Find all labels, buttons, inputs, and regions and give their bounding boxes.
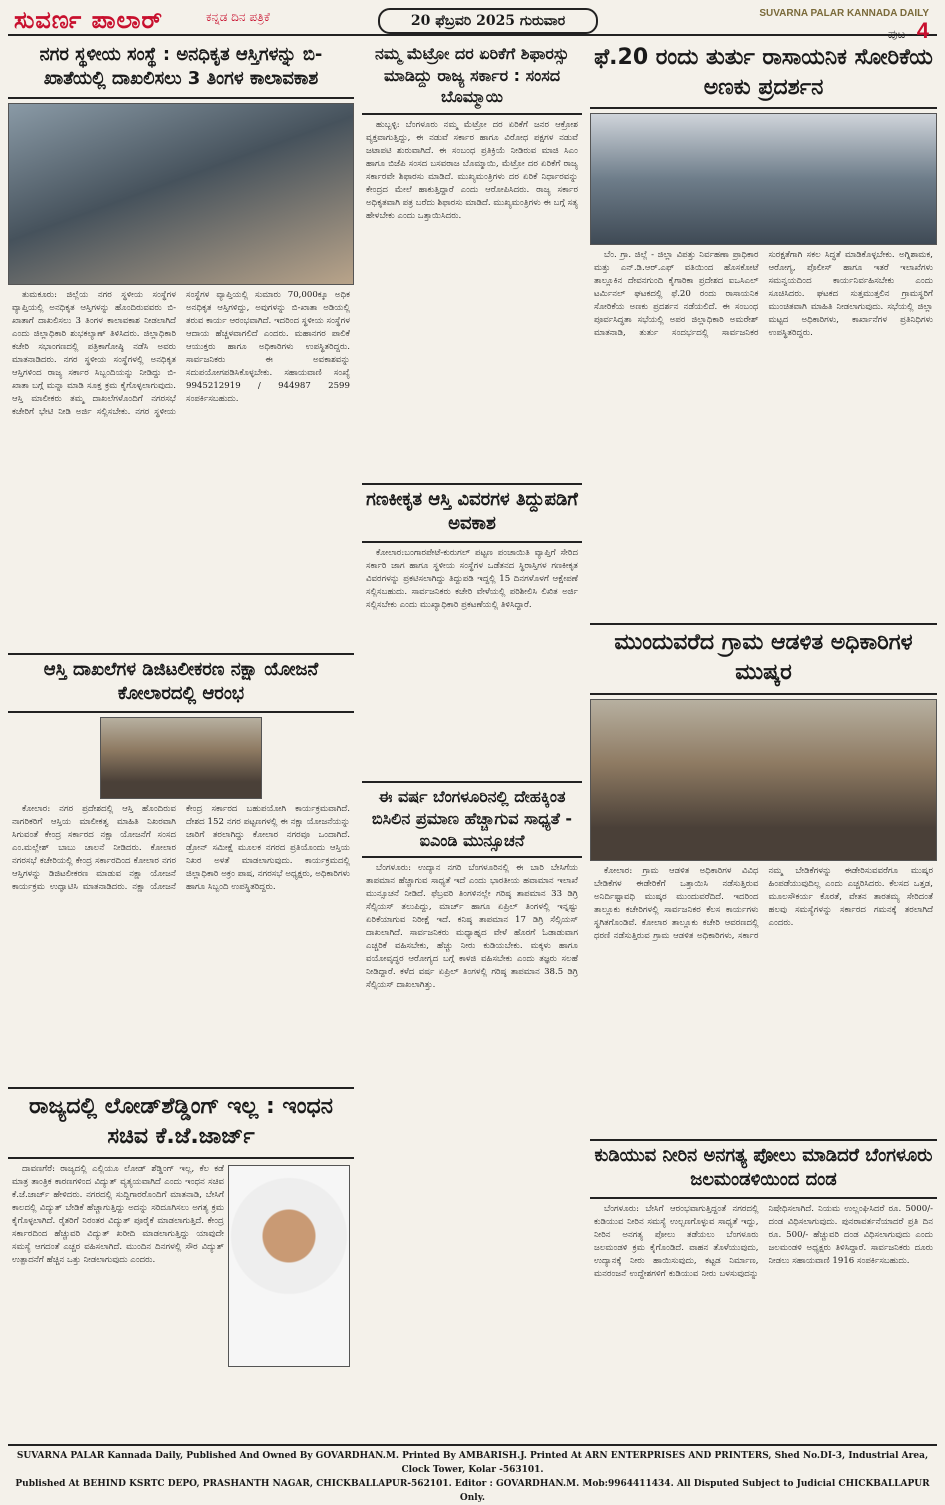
- minister-portrait: [228, 1165, 350, 1367]
- naksha-event-photo: [100, 717, 262, 799]
- headline-load-shedding: ರಾಜ್ಯದಲ್ಲಿ ಲೋಡ್‌ಶೆಡ್ಡಿಂಗ್ ಇಲ್ಲ : ಇಂಧನ ಸಚಿವ ಕೆ.ಜೆ.ಜಾರ್ಜ್: [8, 1089, 354, 1158]
- imprint-footer: [8, 1444, 937, 1503]
- headline-naksha: ಆಸ್ತಿ ದಾಖಲೆಗಳ ಡಿಜಿಟಲೀಕರಣ ನಕ್ಷಾ ಯೋಜನೆ ಕೋಲಾರದಲ್ಲಿ ಆರಂಭ: [8, 655, 354, 714]
- article-water-fine: ಬೆಂಗಳೂರು: ಬೇಸಿಗೆ ಆರಂಭವಾಗುತ್ತಿದ್ದಂತೆ ನಗರದಲ್ಲಿ ಕುಡಿಯುವ ನೀರಿನ ಸಮಸ್ಯೆ ಉಲ್ಬಣಗೊಳ್ಳುವ ಸಾಧ್ಯತೆ ಇದ್ದು, ನೀರಿನ ಅನಗತ್ಯ ಪೋಲು ತಡೆಯಲು ಬೆಂಗಳೂರು ಜಲಮಂಡಳಿ ಕ್ರಮ ಕೈಗೊಂಡಿದೆ. ವಾಹನ ತೊಳೆಯುವುದು, ಉದ್ಯಾನಕ್ಕೆ ನೀರು ಹಾಯಿಸುವುದು, ಕಟ್ಟಡ ನಿರ್ಮಾಣ, ಮನರಂಜನೆ ಉದ್ದೇಶಗಳಿಗೆ ಕುಡಿಯುವ ನೀರು ಬಳಸುವುದನ್ನು ನಿಷೇಧಿಸಲಾಗಿದೆ. ನಿಯಮ ಉಲ್ಲಂಘಿಸಿದರೆ ರೂ. 5000/- ದಂಡ ವಿಧಿಸಲಾಗುವುದು. ಪುನರಾವರ್ತನೆಯಾದರೆ ಪ್ರತಿ ದಿನ ರೂ. 500/- ಹೆಚ್ಚುವರಿ ದಂಡ ವಿಧಿಸಲಾಗುವುದು ಎಂದು ಜಲಮಂಡಳಿ ಅಧ್ಯಕ್ಷರು ತಿಳಿಸಿದ್ದಾರೆ. ಸಾರ್ವಜನಿಕರು ದೂರು ನೀಡಲು ಸಹಾಯವಾಣಿ 1916 ಸಂಪರ್ಕಿಸಬಹುದು.: [594, 1204, 933, 1280]
- newspaper-logo: ಸುವರ್ಣ ಪಾಲಾರ್: [14, 6, 163, 34]
- headline-heat: ಈ ವರ್ಷ ಬೆಂಗಳೂರಿನಲ್ಲಿ ದೇಹಕ್ಕಿಂತ ಬಿಸಿಲಿನ ಪ್ರಮಾಣ ಹೆಚ್ಚಾಗುವ ಸಾಧ್ಯತೆ - ಐಎಂಡಿ ಮುನ್ಸೂಚನೆ: [362, 783, 582, 858]
- page-number-value: 4: [916, 18, 929, 43]
- headline-chemical-drill: ಫೆ.20 ರಂದು ತುರ್ತು ರಾಸಾಯನಿಕ ಸೋರಿಕೆಯ ಅಣಕು ಪ್ರದರ್ಶನ: [590, 40, 937, 109]
- imprint-line-1: SUVARNA PALAR Kannada Daily, Published And Owned By GOVARDHAN.M. Printed By AMBARISH.J. Printed At ARN ENTERPRISES AND PRINTERS, Shed No.DI-3, Industrial Area, Clock Tower, Kolar -563101.: [16, 1451, 929, 1475]
- imprint-line-2: Published At BEHIND KSRTC DEPO, PRASHANTH NAGAR, CHICKBALLAPUR-562101. Editor : GOVARDHAN.M. Mob:9964411434. All Disputed Subject to Judicial CHICKBALLAPUR Only.: [15, 1479, 930, 1503]
- article-load-shedding: ದಾವಣಗೆರೆ: ರಾಜ್ಯದಲ್ಲಿ ಎಲ್ಲಿಯೂ ಲೋಡ್ ಶೆಡ್ಡಿಂಗ್ ಇಲ್ಲ, ಕೆಲ ಕಡೆ ಮಾತ್ರ ತಾಂತ್ರಿಕ ಕಾರಣಗಳಿಂದ ವಿದ್ಯುತ್ ವ್ಯತ್ಯಯವಾಗಿದೆ ಎಂದು ಇಂಧನ ಸಚಿವ ಕೆ.ಜೆ.ಜಾರ್ಜ್ ಹೇಳಿದರು. ನಗರದಲ್ಲಿ ಸುದ್ದಿಗಾರರೊಂದಿಗೆ ಮಾತನಾಡಿ, ಬೇಸಿಗೆ ಕಾಲದಲ್ಲಿ ವಿದ್ಯುತ್ ಬೇಡಿಕೆ ಹೆಚ್ಚಾಗುತ್ತಿದ್ದು ಅದನ್ನು ಸರಿದೂಗಿಸಲು ಅಗತ್ಯ ಕ್ರಮ ಕೈಗೊಳ್ಳಲಾಗಿದೆ. ರೈತರಿಗೆ ನಿರಂತರ ವಿದ್ಯುತ್ ಪೂರೈಕೆ ಮಾಡಲಾಗುತ್ತಿದೆ. ಕೇಂದ್ರ ಸರ್ಕಾರದಿಂದ ಹೆಚ್ಚುವರಿ ವಿದ್ಯುತ್ ಖರೀದಿ ಮಾಡಲಾಗುತ್ತಿದ್ದು ಯಾವುದೇ ಸಮಸ್ಯೆ ಆಗದಂತೆ ಎಚ್ಚರ ವಹಿಸಲಾಗಿದೆ. ಮುಂದಿನ ದಿನಗಳಲ್ಲಿ ಸೌರ ವಿದ್ಯುತ್ ಉತ್ಪಾದನೆಗೆ ಹೆಚ್ಚಿನ ಒತ್ತು ನೀಡಲಾಗುವುದು ಎಂದರು.: [12, 1163, 224, 1265]
- headline-property-records: ಗಣಕೀಕೃತ ಆಸ್ತಿ ವಿವರಗಳ ತಿದ್ದುಪಡಿಗೆ ಅವಕಾಶ: [362, 485, 582, 544]
- dateline: 20 ಫೆಬ್ರವರಿ 2025 ಗುರುವಾರ: [378, 8, 598, 34]
- page-label: ಪುಟ -: [887, 27, 913, 41]
- column-right: [590, 40, 937, 1440]
- masthead: [8, 6, 937, 43]
- load-shedding-row: [8, 1159, 354, 1403]
- article-chemical-drill: ಬೆಂ. ಗ್ರಾ. ಜಿಲ್ಲೆ - ಜಿಲ್ಲಾ ವಿಪತ್ತು ನಿರ್ವಹಣಾ ಪ್ರಾಧಿಕಾರ ಮತ್ತು ಎನ್.ಡಿ.ಆರ್.ಎಫ್ ವತಿಯಿಂದ ಹೊಸಕೋಟೆ ತಾಲ್ಲೂಕಿನ ದೇವನಗುಂದಿ ಕೈಗಾರಿಕಾ ಪ್ರದೇಶದ ಐಒಸಿಎಲ್ ಟರ್ಮಿನಲ್ ಘಟಕದಲ್ಲಿ ಫೆ.20 ರಂದು ರಾಸಾಯನಿಕ ಸೋರಿಕೆಯ ಅಣಕು ಪ್ರದರ್ಶನ ನಡೆಯಲಿದೆ. ಈ ಸಂಬಂಧ ಪೂರ್ವಸಿದ್ಧತಾ ಸಭೆಯಲ್ಲಿ ಅಪರ ಜಿಲ್ಲಾಧಿಕಾರಿ ಅಮರೇಶ್ ಮಾತನಾಡಿ, ತುರ್ತು ಸಂದರ್ಭದಲ್ಲಿ ಸಾರ್ವಜನಿಕರ ಸುರಕ್ಷತೆಗಾಗಿ ಸಕಲ ಸಿದ್ಧತೆ ಮಾಡಿಕೊಳ್ಳಬೇಕು. ಅಗ್ನಿಶಾಮಕ, ಆರೋಗ್ಯ, ಪೊಲೀಸ್ ಹಾಗೂ ಇತರೆ ಇಲಾಖೆಗಳು ಸಮನ್ವಯದಿಂದ ಕಾರ್ಯನಿರ್ವಹಿಸಬೇಕು ಎಂದು ಸೂಚಿಸಿದರು. ಘಟಕದ ಸುತ್ತಮುತ್ತಲಿನ ಗ್ರಾಮಸ್ಥರಿಗೆ ಮುಂಚಿತವಾಗಿ ಮಾಹಿತಿ ನೀಡಲಾಗುವುದು. ಸಭೆಯಲ್ಲಿ ಜಿಲ್ಲಾ ಮಟ್ಟದ ಅಧಿಕಾರಿಗಳು, ಕಾರ್ಖಾನೆಗಳ ಪ್ರತಿನಿಧಿಗಳು ಉಪಸ್ಥಿತರಿದ್ದರು.: [594, 250, 933, 339]
- headline-strike: ಮುಂದುವರೆದ ಗ್ರಾಮ ಆಡಳಿತ ಅಧಿಕಾರಿಗಳ ಮುಷ್ಕರ: [590, 625, 937, 694]
- column-left: [8, 40, 354, 1440]
- english-title: SUVARNA PALAR KANNADA DAILY: [759, 8, 929, 19]
- headline-water-fine: ಕುಡಿಯುವ ನೀರಿನ ಅನಗತ್ಯ ಪೋಲು ಮಾಡಿದರೆ ಬೆಂಗಳೂರು ಜಲಮಂಡಳಿಯಿಂದ ದಂಡ: [590, 1141, 937, 1200]
- meeting-photo: [590, 113, 937, 245]
- press-meet-photo: [8, 103, 354, 285]
- article-heat: ಬೆಂಗಳೂರು: ಉದ್ಯಾನ ನಗರಿ ಬೆಂಗಳೂರಿನಲ್ಲಿ ಈ ಬಾರಿ ಬೇಸಿಗೆಯ ತಾಪಮಾನ ಹೆಚ್ಚಾಗುವ ಸಾಧ್ಯತೆ ಇದೆ ಎಂದು ಭಾರತೀಯ ಹವಾಮಾನ ಇಲಾಖೆ ಮುನ್ಸೂಚನೆ ನೀಡಿದೆ. ಫೆಬ್ರವರಿ ತಿಂಗಳಿನಲ್ಲೇ ಗರಿಷ್ಠ ತಾಪಮಾನ 33 ಡಿಗ್ರಿ ಸೆಲ್ಸಿಯಸ್ ತಲುಪಿದ್ದು, ಮಾರ್ಚ್ ಹಾಗೂ ಏಪ್ರಿಲ್ ತಿಂಗಳಲ್ಲಿ ಇನ್ನಷ್ಟು ಏರಿಕೆಯಾಗುವ ನಿರೀಕ್ಷೆ ಇದೆ. ಕನಿಷ್ಠ ತಾಪಮಾನ 17 ಡಿಗ್ರಿ ಸೆಲ್ಸಿಯಸ್ ದಾಖಲಾಗಿದೆ. ಸಾರ್ವಜನಿಕರು ಮಧ್ಯಾಹ್ನದ ವೇಳೆ ಹೊರಗೆ ಓಡಾಡುವಾಗ ಎಚ್ಚರಿಕೆ ವಹಿಸಬೇಕು, ಹೆಚ್ಚು ನೀರು ಕುಡಿಯಬೇಕು. ಮಕ್ಕಳು ಹಾಗೂ ವಯೋವೃದ್ಧರ ಆರೋಗ್ಯದ ಬಗ್ಗೆ ಕಾಳಜಿ ವಹಿಸಬೇಕು ಎಂದು ತಜ್ಞರು ಸಲಹೆ ನೀಡಿದ್ದಾರೆ. ಕಳೆದ ವರ್ಷ ಏಪ್ರಿಲ್ ತಿಂಗಳಲ್ಲಿ ಗರಿಷ್ಠ ತಾಪಮಾನ 38.5 ಡಿಗ್ರಿ ಸೆಲ್ಸಿಯಸ್ ದಾಖಲಾಗಿತ್ತು.: [366, 863, 578, 991]
- column-middle: [362, 40, 582, 1440]
- article-strike: ಕೋಲಾರ: ಗ್ರಾಮ ಆಡಳಿತ ಅಧಿಕಾರಿಗಳ ವಿವಿಧ ಬೇಡಿಕೆಗಳ ಈಡೇರಿಕೆಗೆ ಒತ್ತಾಯಿಸಿ ನಡೆಸುತ್ತಿರುವ ಅನಿರ್ದಿಷ್ಟಾವಧಿ ಮುಷ್ಕರ ಮುಂದುವರೆದಿದೆ. ಇದರಿಂದ ತಾಲ್ಲೂಕು ಕಚೇರಿಗಳಲ್ಲಿ ಸಾರ್ವಜನಿಕರ ಕೆಲಸ ಕಾರ್ಯಗಳು ಸ್ಥಗಿತಗೊಂಡಿವೆ. ಕೋಲಾರ ತಾಲ್ಲೂಕು ಕಚೇರಿ ಆವರಣದಲ್ಲಿ ಧರಣಿ ನಡೆಸುತ್ತಿರುವ ಗ್ರಾಮ ಆಡಳಿತ ಅಧಿಕಾರಿಗಳು, ಸರ್ಕಾರ ನಮ್ಮ ಬೇಡಿಕೆಗಳನ್ನು ಈಡೇರಿಸುವವರೆಗೂ ಮುಷ್ಕರ ಹಿಂಪಡೆಯುವುದಿಲ್ಲ ಎಂದು ಎಚ್ಚರಿಸಿದರು. ಕೆಲಸದ ಒತ್ತಡ, ಮೂಲಸೌಕರ್ಯ ಕೊರತೆ, ವೇತನ ತಾರತಮ್ಯ ಸೇರಿದಂತೆ ಹಲವು ಸಮಸ್ಯೆಗಳನ್ನು ಸರ್ಕಾರದ ಗಮನಕ್ಕೆ ತರಲಾಗಿದೆ ಎಂದರು.: [594, 865, 933, 941]
- headline-metro: ನಮ್ಮ ಮೆಟ್ರೋ ದರ ಏರಿಕೆಗೆ ಶಿಫಾರಸ್ಸು ಮಾಡಿದ್ದು ರಾಜ್ಯ ಸರ್ಕಾರ : ಸಂಸದ ಬೊಮ್ಮಾಯಿ: [362, 40, 582, 115]
- strike-photo: [590, 699, 937, 861]
- headline-b-khata: ನಗರ ಸ್ಥಳೀಯ ಸಂಸ್ಥೆ : ಅನಧಿಕೃತ ಆಸ್ತಿಗಳನ್ನು ಬಿ-ಖಾತೆಯಲ್ಲಿ ದಾಖಲಿಸಲು 3 ತಿಂಗಳ ಕಾಲಾವಕಾಶ: [8, 40, 354, 99]
- article-b-khata: ತುಮಕೂರು: ಜಿಲ್ಲೆಯ ನಗರ ಸ್ಥಳೀಯ ಸಂಸ್ಥೆಗಳ ವ್ಯಾಪ್ತಿಯಲ್ಲಿ ಅನಧಿಕೃತ ಆಸ್ತಿಗಳನ್ನು ಹೊಂದಿರುವವರು ಬಿ-ಖಾತಾಗೆ ದಾಖಲಿಸಲು 3 ತಿಂಗಳ ಕಾಲಾವಕಾಶ ನೀಡಲಾಗಿದೆ ಎಂದು ಜಿಲ್ಲಾಧಿಕಾರಿ ಶುಭಕಲ್ಯಾಣ್ ತಿಳಿಸಿದರು. ಜಿಲ್ಲಾಧಿಕಾರಿ ಕಚೇರಿ ಸಭಾಂಗಣದಲ್ಲಿ ಪತ್ರಿಕಾಗೋಷ್ಠಿ ನಡೆಸಿ ಅವರು ಮಾತನಾಡಿದರು. ನಗರ ಸ್ಥಳೀಯ ಸಂಸ್ಥೆಗಳಲ್ಲಿ ಅನಧಿಕೃತ ಆಸ್ತಿಗಳಿಂದ ರಾಜ್ಯ ಸರ್ಕಾರ ಸಿಬ್ಬಂದಿಯನ್ನು ನೀಡಿದ್ದು ಬಿ-ಖಾತಾ ಬಗ್ಗೆ ಮನ್ನಾ ಮಾಡಿ ಸೂಕ್ತ ಕ್ರಮ ಕೈಗೊಳ್ಳಲಾಗುವುದು. ಆಸ್ತಿ ಮಾಲೀಕರು ತಮ್ಮ ದಾಖಲೆಗಳೊಂದಿಗೆ ನಗರಸಭೆ ಕಚೇರಿಗೆ ಭೇಟಿ ನೀಡಿ ಅರ್ಜಿ ಸಲ್ಲಿಸಬೇಕು. ನಗರ ಸ್ಥಳೀಯ ಸಂಸ್ಥೆಗಳ ವ್ಯಾಪ್ತಿಯಲ್ಲಿ ಸುಮಾರು 70,000ಕ್ಕೂ ಅಧಿಕ ಅನಧಿಕೃತ ಆಸ್ತಿಗಳಿದ್ದು, ಅವುಗಳನ್ನು ಬಿ-ಖಾತಾ ಅಡಿಯಲ್ಲಿ ತರುವ ಕಾರ್ಯ ಆರಂಭವಾಗಿದೆ. ಇದರಿಂದ ಸ್ಥಳೀಯ ಸಂಸ್ಥೆಗಳ ಆದಾಯ ಹೆಚ್ಚಳವಾಗಲಿದೆ ಎಂದರು. ಮಹಾನಗರ ಪಾಲಿಕೆ ಆಯುಕ್ತರು ಹಾಗೂ ಅಧಿಕಾರಿಗಳು ಉಪಸ್ಥಿತರಿದ್ದರು. ಸಾರ್ವಜನಿಕರು ಈ ಅವಕಾಶವನ್ನು ಸದುಪಯೋಗಪಡಿಸಿಕೊಳ್ಳಬೇಕು. ಸಹಾಯವಾಣಿ ಸಂಖ್ಯೆ 9945212919 / 944987 2599 ಸಂಪರ್ಕಿಸಬಹುದು.: [12, 289, 350, 417]
- article-property-records: ಕೋಲಾರ:ಬಂಗಾರಪೇಟೆ-ಕುರುಗಲ್ ಪಟ್ಟಣ ಪಂಚಾಯಿತಿ ವ್ಯಾಪ್ತಿಗೆ ಸೇರಿದ ಸರ್ಕಾರಿ ಜಾಗ ಹಾಗೂ ಸ್ಥಳೀಯ ಸಂಸ್ಥೆಗಳ ಒಡೆತನದ ಸ್ಥಿರಾಸ್ತಿಗಳ ಗಣಕೀಕೃತ ವಿವರಗಳನ್ನು ಪ್ರಕಟಿಸಲಾಗಿದ್ದು ತಿದ್ದುಪಡಿ ಇದ್ದಲ್ಲಿ 15 ದಿನಗಳೊಳಗೆ ಆಕ್ಷೇಪಣೆ ಸಲ್ಲಿಸಬಹುದು. ಸಾರ್ವಜನಿಕರು ಕಚೇರಿ ವೇಳೆಯಲ್ಲಿ ಪರಿಶೀಲಿಸಿ ಲಿಖಿತ ಅರ್ಜಿ ಸಲ್ಲಿಸಬೇಕು ಎಂದು ಮುಖ್ಯಾಧಿಕಾರಿ ಪ್ರಕಟಣೆಯಲ್ಲಿ ತಿಳಿಸಿದ್ದಾರೆ.: [366, 548, 578, 611]
- article-naksha: ಕೋಲಾರ: ನಗರ ಪ್ರದೇಶದಲ್ಲಿ ಆಸ್ತಿ ಹೊಂದಿರುವ ನಾಗರಿಕರಿಗೆ ಆಸ್ತಿಯ ಮಾಲೀಕತ್ವ ಮಾಹಿತಿ ನಿಖರವಾಗಿ ಸಿಗುವಂತೆ ಕೇಂದ್ರ ಸರ್ಕಾರದ ನಕ್ಷಾ ಯೋಜನೆಗೆ ಸಂಸದ ಎಂ.ಮಲ್ಲೇಶ್ ಬಾಬು ಚಾಲನೆ ನೀಡಿದರು. ಕೋಲಾರ ನಗರಸಭೆ ಕಚೇರಿಯಲ್ಲಿ ಕೇಂದ್ರ ಸರ್ಕಾರದಿಂದ ಕೋಲಾರ ನಗರ ಆಸ್ತಿಗಳನ್ನು ಡಿಜಿಟಲೀಕರಣ ಮಾಡುವ ನಕ್ಷಾ ಯೋಜನೆ ಕಾರ್ಯಕ್ರಮ ಉದ್ಘಾಟಿಸಿ ಮಾತನಾಡಿದರು. ನಕ್ಷಾ ಯೋಜನೆ ಕೇಂದ್ರ ಸರ್ಕಾರದ ಬಹುಪಯೋಗಿ ಕಾರ್ಯಕ್ರಮವಾಗಿದೆ. ದೇಶದ 152 ನಗರ ಪಟ್ಟಣಗಳಲ್ಲಿ ಈ ನಕ್ಷಾ ಯೋಜನೆಯನ್ನು ಜಾರಿಗೆ ತರಲಾಗಿದ್ದು ಕೋಲಾರ ನಗರವೂ ಒಂದಾಗಿದೆ. ಡ್ರೋನ್ ಸಮೀಕ್ಷೆ ಮೂಲಕ ನಗರದ ಪ್ರತಿಯೊಂದು ಆಸ್ತಿಯ ನಿಖರ ಅಳತೆ ಮಾಡಲಾಗುವುದು. ಕಾರ್ಯಕ್ರಮದಲ್ಲಿ ಜಿಲ್ಲಾಧಿಕಾರಿ ಅಕ್ರಂ ಪಾಷ, ನಗರಸಭೆ ಅಧ್ಯಕ್ಷರು, ಅಧಿಕಾರಿಗಳು ಹಾಗೂ ಸಿಬ್ಬಂದಿ ಉಪಸ್ಥಿತರಿದ್ದರು.: [12, 804, 350, 893]
- article-metro: ಹುಬ್ಬಳ್ಳಿ: ಬೆಂಗಳೂರು ನಮ್ಮ ಮೆಟ್ರೋ ದರ ಏರಿಕೆಗೆ ಜನರ ಆಕ್ರೋಶ ವ್ಯಕ್ತವಾಗುತ್ತಿದ್ದು, ಈ ನಡುವೆ ಸರ್ಕಾರ ಹಾಗೂ ವಿರೋಧ ಪಕ್ಷಗಳ ನಡುವೆ ಜಟಾಪಟಿ ಶುರುವಾಗಿದೆ. ಈ ಸಂಬಂಧ ಪ್ರತಿಕ್ರಿಯೆ ನೀಡಿರುವ ಮಾಜಿ ಸಿಎಂ ಹಾಗೂ ಬಿಜೆಪಿ ಸಂಸದ ಬಸವರಾಜ ಬೊಮ್ಮಾಯಿ, ಮೆಟ್ರೋ ದರ ಏರಿಕೆಗೆ ರಾಜ್ಯ ಸರ್ಕಾರವೇ ಶಿಫಾರಸು ಮಾಡಿದೆ. ಮುಖ್ಯಮಂತ್ರಿಗಳು ದರ ಏರಿಕೆ ನಿರ್ಧಾರವನ್ನು ಕೇಂದ್ರದ ಮೇಲೆ ಹಾಕುತ್ತಿದ್ದಾರೆ ಎಂದು ಆರೋಪಿಸಿದರು. ರಾಜ್ಯ ಸರ್ಕಾರ ಅಧಿಕೃತವಾಗಿ ಪತ್ರ ಬರೆದು ಶಿಫಾರಸು ಮಾಡಿದೆ. ಮುಖ್ಯಮಂತ್ರಿಗಳು ಈ ಬಗ್ಗೆ ಸತ್ಯ ಹೇಳಬೇಕು ಎಂದು ಒತ್ತಾಯಿಸಿದರು.: [366, 119, 578, 221]
- tagline: ಕನ್ನಡ ದಿನ ಪತ್ರಿಕೆ: [206, 10, 270, 24]
